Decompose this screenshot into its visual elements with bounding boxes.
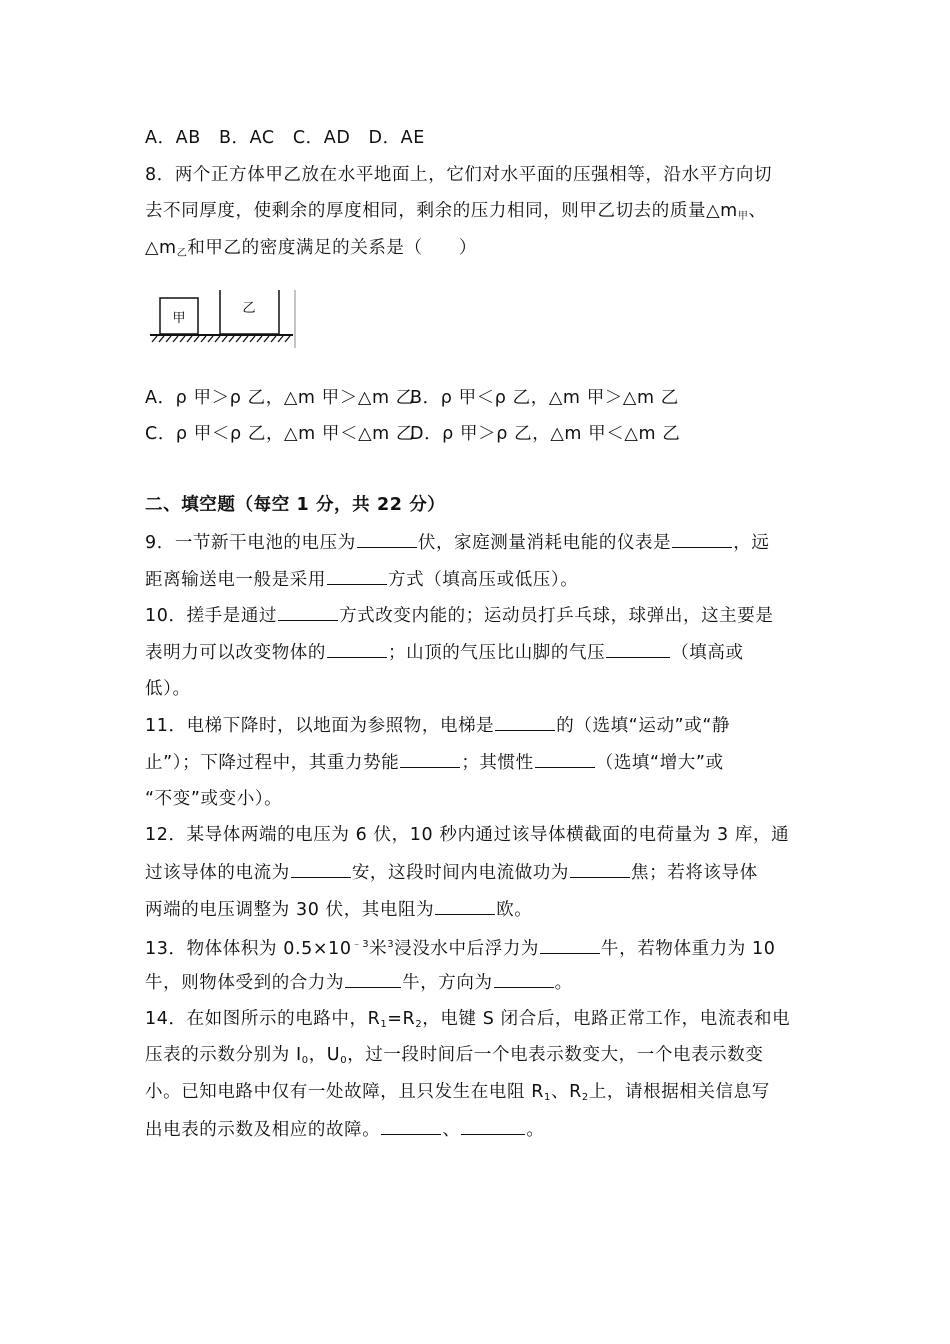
q12-blank-3[interactable] xyxy=(435,897,495,915)
q7-options: A．AB B．AC C．AD D．AE xyxy=(145,128,425,148)
cubes-figure xyxy=(148,290,298,350)
q8-option-a[interactable]: A．ρ 甲＞ρ 乙，△m 甲＞△m 乙 xyxy=(145,388,414,408)
q13-blank-1[interactable] xyxy=(540,936,600,954)
q14-line-3: 小。已知电路中仅有一处故障，且只发生在电阻 $R_1$、$R_2$上，请根据相关信息写 xyxy=(145,1082,770,1103)
q8-option-b[interactable]: B．ρ 甲＜ρ 乙，△m 甲＞△m 乙 xyxy=(410,388,679,408)
q10-line-2: 表明力可以改变物体的 ；山顶的气压比山脚的气压 （填高或 xyxy=(145,640,744,665)
q8-line-3: $\triangle m_乙$和甲乙的密度满足的关系是（ ） xyxy=(145,238,477,259)
q9-blank-1[interactable] xyxy=(357,530,417,548)
q10-blank-2[interactable] xyxy=(327,640,387,658)
q13-line-1: 13．物体体积为 $0.5\times 10^{﹣3}$米$^3$浸没水中后浮力为 牛，若物体重力为 10 xyxy=(145,933,775,961)
section-2-title: 二、填空题（每空 1 分，共 22 分） xyxy=(145,495,446,515)
q14-line-2: 压表的示数分别为 $I_0$，$U_0$，过一段时间后一个电表示数变大，一个电表示数变 xyxy=(145,1045,764,1066)
q11-blank-1[interactable] xyxy=(495,713,555,731)
q14-line-4: 出电表的示数及相应的故障。 、 。 xyxy=(145,1117,545,1142)
q9-blank-2[interactable] xyxy=(672,530,732,548)
q13-blank-2[interactable] xyxy=(345,970,401,988)
q11-line-1: 11．电梯下降时，以地面为参照物，电梯是 的（选填“运动”或“静 xyxy=(145,713,730,738)
q8-option-d[interactable]: D．ρ 甲＞ρ 乙，△m 甲＜△m 乙 xyxy=(410,424,681,444)
q11-blank-3[interactable] xyxy=(535,750,595,768)
q14-line-1: 14．在如图所示的电路中，$R_1=R_2$，电键 S 闭合后，电路正常工作，电流表和电 xyxy=(145,1009,791,1030)
cube-yi-label: 乙 xyxy=(242,301,256,316)
q12-line-1: 12．某导体两端的电压为 6 伏，10 秒内通过该导体横截面的电荷量为 3 库，通 xyxy=(145,825,790,845)
q9-line-1: 9．一节新干电池的电压为 伏，家庭测量消耗电能的仪表是 ，远 xyxy=(145,530,769,555)
q14-blank-2[interactable] xyxy=(461,1117,525,1135)
q13-blank-3[interactable] xyxy=(494,970,554,988)
q9-blank-3[interactable] xyxy=(327,567,387,585)
q12-blank-1[interactable] xyxy=(291,860,351,878)
q8-line-1: 8．两个正方体甲乙放在水平地面上，它们对水平面的压强相等，沿水平方向切 xyxy=(145,165,773,185)
q12-blank-2[interactable] xyxy=(570,860,630,878)
q13-line-2: 牛，则物体受到的合力为 牛，方向为 。 xyxy=(145,970,573,995)
ground-hatching xyxy=(152,336,290,342)
q8-option-c[interactable]: C．ρ 甲＜ρ 乙，△m 甲＜△m 乙 xyxy=(145,424,415,444)
q8-line-2: 去不同厚度，使剩余的厚度相同，剩余的压力相同，则甲乙切去的质量$\triangle m_甲$、 xyxy=(145,201,767,222)
q14-blank-1[interactable] xyxy=(381,1117,441,1135)
q11-blank-2[interactable] xyxy=(400,750,460,768)
q12-line-2: 过该导体的电流为 安，这段时间内电流做功为 焦；若将该导体 xyxy=(145,860,758,885)
q9-line-2: 距离输送电一般是采用 方式（填高压或低压）。 xyxy=(145,567,578,592)
cube-jia-label: 甲 xyxy=(172,311,186,326)
q10-line-1: 10．搓手是通过 方式改变内能的；运动员打乒乓球，球弹出，这主要是 xyxy=(145,603,773,628)
q12-line-3: 两端的电压调整为 30 伏，其电阻为 欧。 xyxy=(145,897,532,922)
q10-blank-1[interactable] xyxy=(278,603,338,621)
q11-line-3: “不变”或变小）。 xyxy=(145,789,283,809)
q10-line-3: 低）。 xyxy=(145,679,191,699)
q10-blank-3[interactable] xyxy=(606,640,670,658)
q11-line-2: 止”）；下降过程中，其重力势能 ；其惯性 （选填“增大”或 xyxy=(145,750,724,775)
